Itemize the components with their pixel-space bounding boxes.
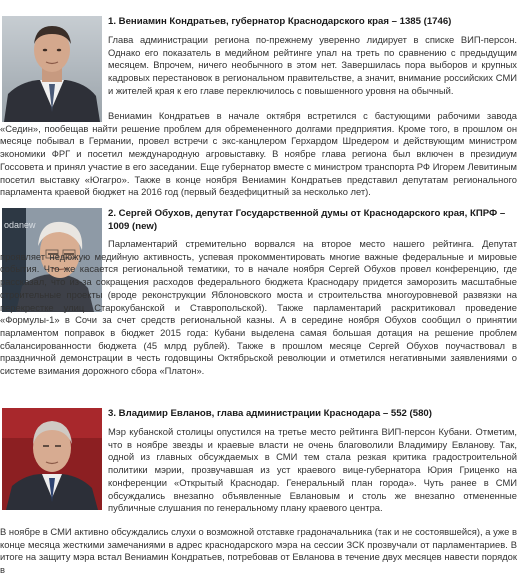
kondratyev-photo: [2, 16, 102, 122]
entry-paragraph: Парламентарий стремительно ворвался на второе место нашего рейтинга. Депутат проявляет недюжую медийную активность, успевая прокомментировать многие важные федеральные и мировые события. Что же касается региональной тематики, то в начале ноября Сергей Обухов провел конференцию, где рассказал, что из-за сокращения расходов федерального бюджета Краснодару придется заморозить масштабные строительные проекты (вроде реконструкции Яблоновского моста и строительства многоуровневой развязки на перекрестке улиц Старокубанской и Ставропольской). Также парламентарий раскритиковал проведение «Формулы-1» в Сочи за счет средств региональной казны. А в середине ноября Обухов сообщил о принятии парламентом поправок в бюджет 2015 года: Кубани выделена самая большая дотация на решение проблем сбалансированности бюджета (45 млрд рублей). Также в прошлом месяце Сергей Обухов поучаствовал в праздничной демонстрации в честь годовщины Октябрьской революции и отметился негативными заявлениями о системе взимания дорожного сбора «Платон».: [0, 238, 517, 377]
entry-paragraph: Глава администрации региона по-прежнему уверенно лидирует в списке ВИП-персон. Однако его показатель в медийном рейтинге упал на треть по сравнению с предыдущим месяцем. Впрочем, ничего необычного в этом нет. Завершилась пора выборов и крупных кадровых перестановок в региональном правительстве, а значит, внимание российских СМИ и жителей края к его главе переключилось с повышенного уровня на обычный.: [108, 34, 517, 96]
entry-paragraph: Вениамин Кондратьев в начале октября встретился с бастующими рабочими завода «Седин», пообещав найти решение проблем для обремененного долгами предприятия. Кроме того, в прошлом он месяце побывал в Германии, провел встречи с экс-канцлером Герхардом Шредером и действующим министром экономики ФРГ и посетил международную агровыставку. В ноябре глава региона был включен в президиум Госсовета и принял участие в его заседании. Еще губернатор вместе с министром транспорта РФ Игорем Левитиным посетил выставку «Югагро». Также в конце ноября Вениамин Кондратьев представил депутатам регионального парламента краевой бюджет на 2016 год (первый бездефицитный за несколько лет).: [0, 110, 517, 198]
evlanov-photo: [2, 408, 102, 510]
svg-text:odanew: odanew: [4, 220, 36, 230]
entry-heading: 3. Владимир Евланов, глава администрации Краснодара – 552 (580): [108, 408, 432, 419]
entry-paragraph: В ноябре в СМИ активно обсуждались слухи о возможной отставке градоначальника (так и не состоявшейся), а уже в конце месяца жесткими замечаниями в адрес краснодарского мэра на сессии ЗСК прозвучали от парламентариев. В итоге на защиту мэра встал Вениамин Кондратьев, потребовав от Евланова в течение двух месяцев навести порядок в: [0, 526, 517, 576]
entry-paragraph: Мэр кубанской столицы опустился на третье место рейтинга ВИП-персон Кубани. Отметим, что в ноябре звезды и краевые власти не очень благоволили Владимиру Евланову. Так, одной из главных обсуждаемых в СМИ тем стала резкая критика градостроительной политики мэрии, прозвучавшая из уст краевого вице-губернатора Юрия Гриценко на конференции «Открытый Краснодар. Генеральный план города». Чуть ранее в СМИ обсуждались внезапно объявленные Евлановым и столь же внезапно отмененные публичные слушания по генеральному плану краевого центра.: [108, 426, 517, 514]
entry-heading: 1. Вениамин Кондратьев, губернатор Краснодарского края – 1385 (1746): [108, 16, 452, 27]
entry-heading: 2. Сергей Обухов, депутат Государственной думы от Краснодарского края, КПРФ – 1009 (new): [108, 208, 506, 232]
